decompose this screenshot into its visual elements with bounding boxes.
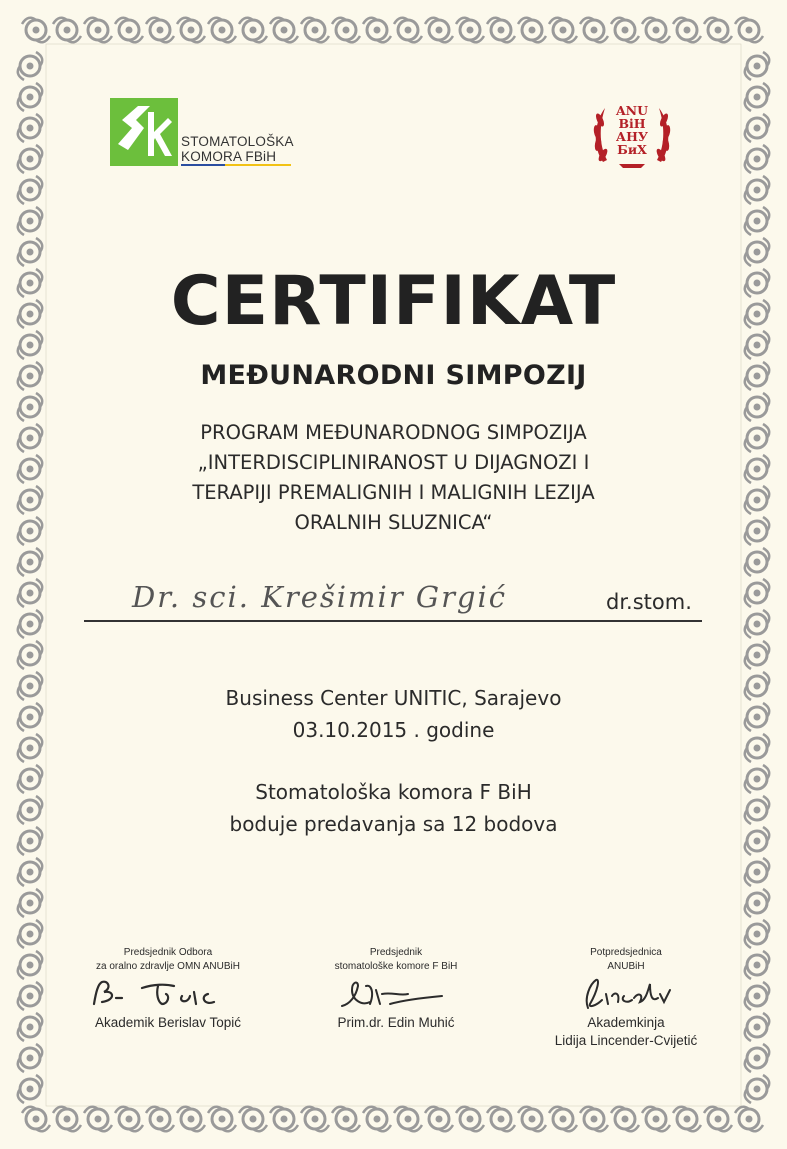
- border-ornament: [18, 641, 43, 669]
- border-ornament: [642, 1107, 670, 1132]
- border-ornament: [18, 176, 43, 204]
- border-ornament: [745, 579, 770, 607]
- signatory-role: Potpredsjednica: [590, 947, 662, 958]
- certificate-title: CERTIFIKAT: [170, 262, 617, 341]
- accreditation-points-text: boduje predavanja sa 12 bodova: [229, 812, 558, 836]
- recipient-title-suffix: dr.stom.: [606, 590, 692, 614]
- border-ornament: [301, 18, 329, 43]
- border-ornament: [745, 548, 770, 576]
- signature-block-lincender: [526, 946, 726, 1050]
- program-line: ORALNIH SLUZNICA“: [294, 511, 493, 534]
- border-ornament: [332, 18, 360, 43]
- border-ornament: [673, 18, 701, 43]
- border-ornament: [745, 114, 770, 142]
- border-ornament: [425, 1107, 453, 1132]
- border-ornament: [270, 18, 298, 43]
- program-line: „INTERDISCIPLINIRANOST U DIJAGNOZI I: [197, 451, 590, 474]
- border-ornament: [18, 858, 43, 886]
- border-ornament: [642, 18, 670, 43]
- program-description: [0, 418, 787, 538]
- border-ornament: [239, 18, 267, 43]
- border-ornament: [18, 1075, 43, 1103]
- border-ornament: [518, 18, 546, 43]
- program-line: PROGRAM MEĐUNARODNOG SIMPOZIJA: [200, 421, 587, 444]
- border-ornament: [18, 982, 43, 1010]
- border-ornament: [611, 18, 639, 43]
- border-ornament: [745, 641, 770, 669]
- recipient-name-line: [84, 620, 702, 622]
- border-ornament: [239, 1107, 267, 1132]
- border-ornament: [394, 18, 422, 43]
- border-ornament: [301, 1107, 329, 1132]
- signatory-name: Lidija Lincender-Cvijetić: [554, 1033, 698, 1048]
- signatory-name: Akademkinja: [587, 1015, 665, 1030]
- border-ornament: [745, 1013, 770, 1041]
- border-ornament: [363, 1107, 391, 1132]
- border-ornament: [611, 1107, 639, 1132]
- border-ornament: [518, 1107, 546, 1132]
- chamber-name: [181, 134, 294, 164]
- border-ornament: [745, 951, 770, 979]
- border-ornament: [18, 145, 43, 173]
- border-ornament: [84, 18, 112, 43]
- signatory-role: ANUBiH: [607, 961, 645, 972]
- border-ornament: [745, 889, 770, 917]
- event-venue: Business Center UNITIC, Sarajevo: [225, 686, 562, 710]
- border-ornament: [735, 18, 763, 43]
- border-ornament: [18, 548, 43, 576]
- border-ornament: [18, 207, 43, 235]
- border-ornament: [53, 1107, 81, 1132]
- signatory-name: Akademik Berislav Topić: [94, 1015, 242, 1030]
- border-ornament: [146, 1107, 174, 1132]
- border-ornament: [332, 1107, 360, 1132]
- signature-block-topic: [58, 946, 278, 1032]
- chamber-color-stripe: [181, 164, 291, 166]
- border-ornament: [115, 1107, 143, 1132]
- border-ornament: [18, 951, 43, 979]
- border-ornament: [745, 207, 770, 235]
- border-ornament: [146, 18, 174, 43]
- border-ornament: [745, 982, 770, 1010]
- academy-emblem-text: ANU BiH АНУ БиХ: [615, 103, 649, 157]
- border-ornament: [18, 889, 43, 917]
- border-ornament: [487, 1107, 515, 1132]
- signatory-name: Prim.dr. Edin Muhić: [337, 1015, 455, 1030]
- border-ornament: [18, 393, 43, 421]
- border-ornament: [456, 18, 484, 43]
- signatory-role: Predsjednik: [369, 947, 423, 958]
- border-ornament: [177, 18, 205, 43]
- border-ornament: [208, 18, 236, 43]
- border-ornament: [53, 18, 81, 43]
- border-ornament: [208, 1107, 236, 1132]
- border-ornament: [745, 176, 770, 204]
- certificate-subtitle: MEĐUNARODNI SIMPOZIJ: [200, 360, 587, 391]
- border-ornament: [580, 18, 608, 43]
- border-ornament: [18, 920, 43, 948]
- border-ornament: [18, 610, 43, 638]
- handwritten-signature: [526, 974, 726, 1014]
- handwritten-signature: [296, 974, 496, 1014]
- signatory-role: Predsjednik Odbora: [123, 947, 213, 958]
- border-ornament: [18, 579, 43, 607]
- border-ornament: [735, 1107, 763, 1132]
- border-ornament: [745, 610, 770, 638]
- border-ornament: [745, 52, 770, 80]
- accreditation-issuer: Stomatološka komora F BiH: [255, 780, 532, 804]
- border-ornament: [18, 1013, 43, 1041]
- dental-chamber-logo: [110, 98, 310, 170]
- border-ornament: [745, 1044, 770, 1072]
- academy-logo: [591, 98, 673, 170]
- signature-block-muhic: [296, 946, 496, 1032]
- border-ornament: [487, 18, 515, 43]
- border-ornament: [22, 1107, 50, 1132]
- border-ornament: [18, 52, 43, 80]
- handwritten-signature: [58, 974, 278, 1014]
- border-ornament: [704, 18, 732, 43]
- signatory-role: za oralno zdravlje OMN ANUBiH: [96, 961, 240, 972]
- border-ornament: [363, 18, 391, 43]
- event-date: 03.10.2015 . godine: [292, 718, 495, 742]
- border-ornament: [18, 83, 43, 111]
- border-ornament: [456, 1107, 484, 1132]
- chamber-logo-mark: [110, 98, 178, 166]
- border-ornament: [18, 114, 43, 142]
- border-ornament: [580, 1107, 608, 1132]
- border-ornament: [745, 858, 770, 886]
- border-ornament: [673, 1107, 701, 1132]
- recipient-name-handwritten: Dr. sci. Krešimir Grgić: [132, 580, 508, 614]
- border-ornament: [22, 18, 50, 43]
- event-details: [0, 682, 787, 746]
- border-ornament: [745, 83, 770, 111]
- border-ornament: [704, 1107, 732, 1132]
- border-ornament: [745, 145, 770, 173]
- border-ornament: [745, 920, 770, 948]
- border-ornament: [18, 1044, 43, 1072]
- program-line: TERAPIJI PREMALIGNIH I MALIGNIH LEZIJA: [192, 481, 595, 504]
- border-ornament: [394, 1107, 422, 1132]
- chamber-name-line2: KOMORA FBiH: [181, 149, 277, 164]
- signatory-role: stomatološke komore F BiH: [334, 961, 458, 972]
- border-ornament: [115, 18, 143, 43]
- border-ornament: [177, 1107, 205, 1132]
- border-ornament: [270, 1107, 298, 1132]
- accreditation-points: [0, 776, 787, 840]
- chamber-name-line1: STOMATOLOŠKA: [181, 134, 294, 149]
- border-ornament: [745, 1075, 770, 1103]
- border-ornament: [84, 1107, 112, 1132]
- border-ornament: [549, 18, 577, 43]
- border-ornament: [425, 18, 453, 43]
- border-ornament: [745, 393, 770, 421]
- border-ornament: [549, 1107, 577, 1132]
